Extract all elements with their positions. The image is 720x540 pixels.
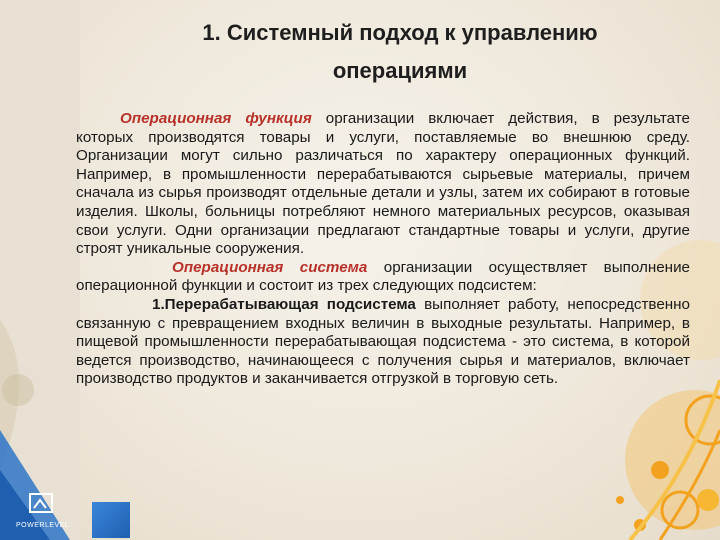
left-decoration: [0, 0, 80, 540]
paragraph-operational-function: [76, 110, 690, 259]
blue-square-decoration: [92, 502, 130, 538]
term-processing-subsystem: 1.Перерабатывающая подсистема: [152, 295, 416, 313]
slide-title: [120, 14, 680, 90]
paragraph-3-text: выполняет работу, непосредственно связанную с превращением входных величин в выходные результаты. Например, в пищевой промышленности перерабатывающая подсистема - это система, в которой ведется производство, начинающееся с получения сырья и материалов, включает производство продуктов и заканчивается отгрузкой в торговую сеть.: [76, 295, 690, 388]
logo-label: POWERLEVEL: [16, 522, 70, 529]
title-line-2: операциями: [332, 58, 468, 83]
paragraph-operational-system: [76, 259, 690, 296]
paragraph-2-text: организации осуществляет выполнение операционной функции и состоит из трех следующих подсистем:: [76, 258, 690, 295]
term-operational-system: Операционная система: [172, 258, 368, 276]
term-operational-function: Операционная функция: [120, 110, 312, 127]
slide-body: [76, 110, 690, 389]
paragraph-1-text: организации включает действия, в результате которых производятся товары и услуги, поставляемые во внешнюю среду. Организации могут сильно различаться по характеру операционных функций. Например, в промышленности перерабатываются сырьевые материалы, причем сначала из сырья производят отдельные детали и узлы, затем их собирают в готовые изделия. Школы, больницы потребляют немного материальных ресурсов, оказывая свои услуги. Одни организации предлагают стандартные товары и услуги, другие строят уникальные сооружения.: [76, 110, 690, 258]
title-line-1: 1. Системный подход к управлению: [202, 20, 598, 45]
paragraph-processing-subsystem: [76, 296, 690, 389]
